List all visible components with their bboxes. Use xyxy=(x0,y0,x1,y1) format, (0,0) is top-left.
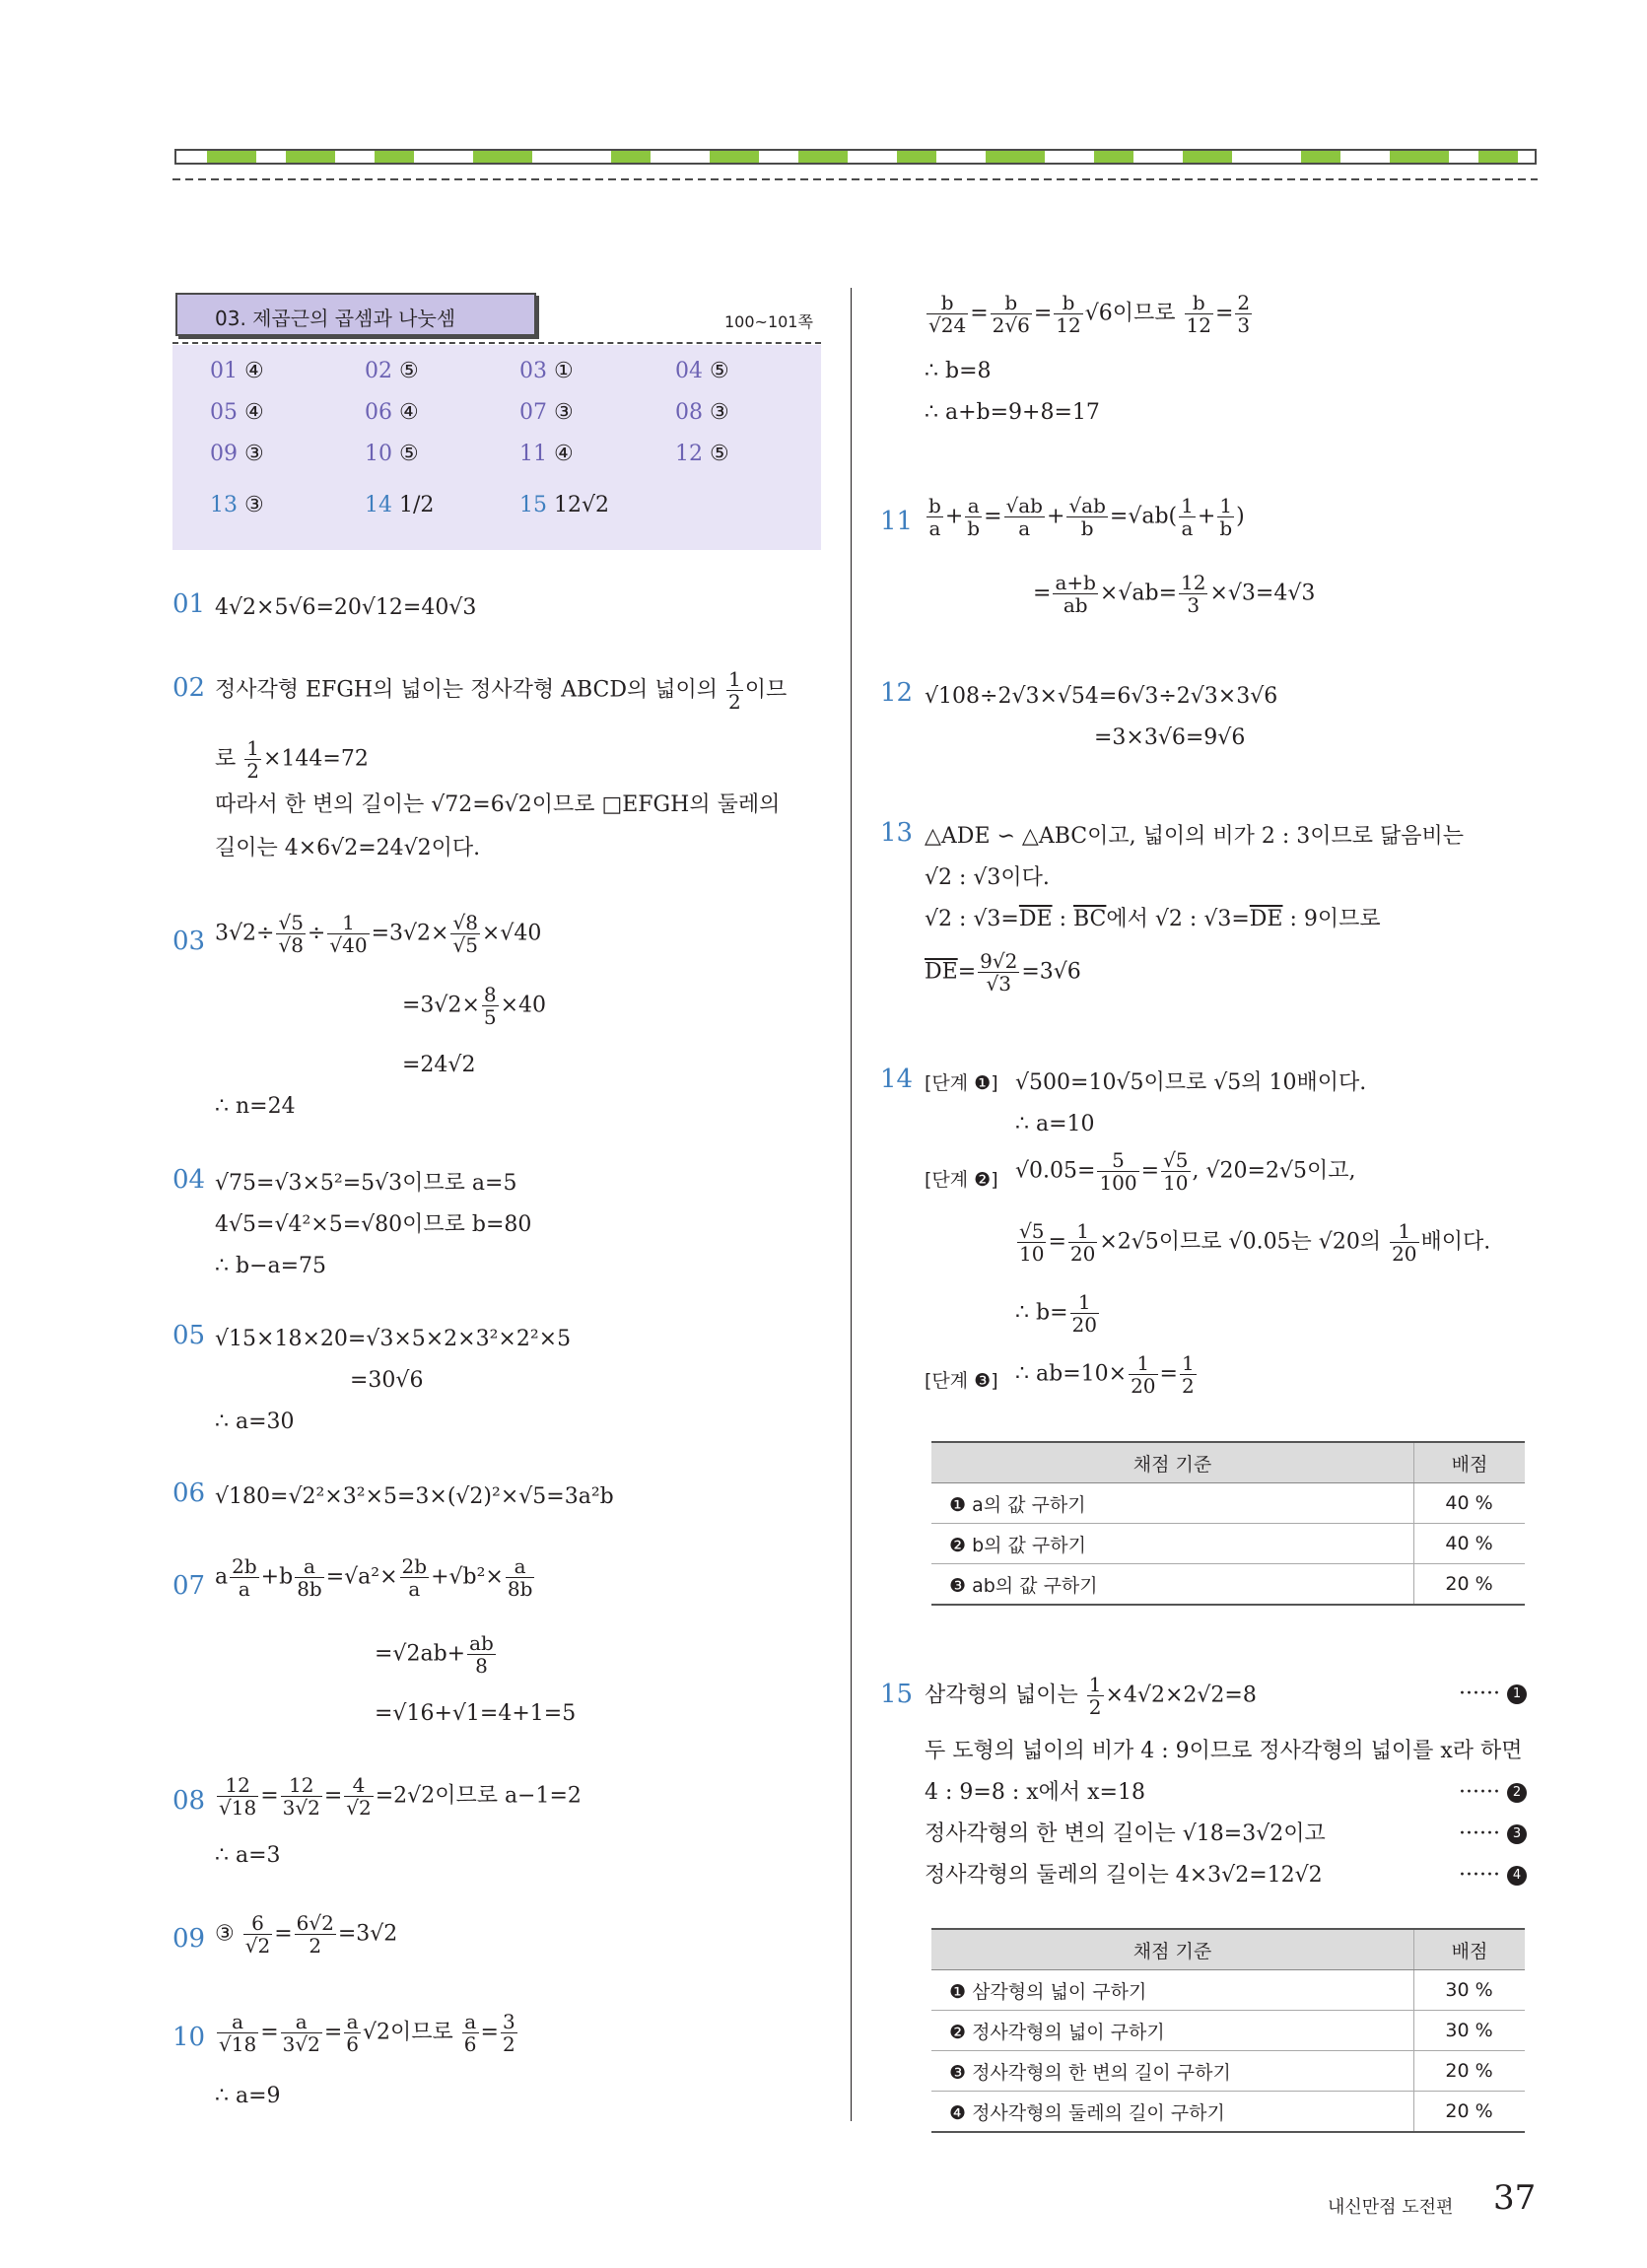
scoring-table-14 xyxy=(931,1441,1525,1606)
solution-03-line4: ∴ n=24 xyxy=(215,1094,296,1119)
answer-value: ③ xyxy=(554,400,574,425)
solution-05-line3: ∴ a=30 xyxy=(215,1409,295,1434)
solution-11-line2: = $\frac{a+b}{ab}$ ×√ab= $\frac{12}{3}$ ×√3=4√3 xyxy=(1033,571,1316,617)
answer-item xyxy=(210,493,264,517)
answer-item xyxy=(519,359,574,383)
table-row: ❹ 정사각형의 둘레의 길이 구하기 20 % xyxy=(931,2092,1525,2133)
answer-value: ④ xyxy=(244,400,264,425)
step-marker-2: ······ 2 xyxy=(1459,1778,1527,1808)
answer-item xyxy=(210,359,264,383)
solution-11-line1: $\frac{b}{a}$ + $\frac{a}{b}$ = $\frac{√ab}{a}$ + $\frac{√ab}{b}$ =√ab( $\frac{1}{a}$ + $\frac{1}{b}$ ) xyxy=(928,494,1245,540)
q-number-04: 04 xyxy=(172,1165,206,1195)
answer-number: 10 xyxy=(365,442,399,466)
q-number-09: 09 xyxy=(172,1924,206,1954)
step-marker-1: ······ 1 xyxy=(1459,1680,1527,1709)
table-row: ❷ b의 값 구하기 40 % xyxy=(931,1524,1525,1564)
header-ribbon xyxy=(0,138,1647,187)
section-title: 03. 제곱근의 곱셈과 나눗셈 xyxy=(215,307,456,330)
solution-14-line3: √0.05= $\frac{5}{100}$ = $\frac{√5}{10}$ , √20=2√5이고, xyxy=(1015,1148,1356,1195)
answer-number: 01 xyxy=(210,359,244,383)
q-number-14: 14 xyxy=(880,1065,914,1094)
answer-number: 03 xyxy=(519,359,554,383)
table-row: ❸ ab의 값 구하기 20 % xyxy=(931,1564,1525,1606)
solution-01: 4√2×5√6=20√12=40√3 xyxy=(215,595,477,620)
solution-12-line2: =3×3√6=9√6 xyxy=(1094,725,1246,750)
answer-number: 04 xyxy=(675,359,710,383)
solution-08-line2: ∴ a=3 xyxy=(215,1843,281,1868)
solution-08-line1: $\frac{12}{√18}$ = $\frac{12}{3√2}$ = $\frac{4}{√2}$ =2√2이므로 a−1=2 xyxy=(219,1773,582,1820)
answer-value: 12√2 xyxy=(554,493,610,517)
answer-number: 15 xyxy=(519,493,554,517)
q-number-05: 05 xyxy=(172,1321,206,1350)
answer-item xyxy=(675,400,729,425)
solution-07-line3: =√16+√1=4+1=5 xyxy=(375,1701,577,1726)
solution-03-line1: 3√2÷ $\frac{√5}{√8}$ ÷ $\frac{1}{√40}$ =3√2× $\frac{√8}{√5}$ ×√40 xyxy=(215,911,542,957)
answer-number: 13 xyxy=(210,493,244,517)
solution-04-line2: 4√5=√4²×5=√80이므로 b=80 xyxy=(215,1212,532,1237)
answer-item xyxy=(675,442,729,466)
q-number-08: 08 xyxy=(172,1786,206,1816)
table-header: 배점 xyxy=(1414,1929,1526,1970)
answer-item xyxy=(519,400,574,425)
step-1-label: [단계 ❶] xyxy=(925,1072,998,1094)
solution-15-line1: 삼각형의 넓이는 $\frac{1}{2}$ ×4√2×2√2=8 xyxy=(925,1673,1257,1719)
footer-label: 내신만점 도전편 xyxy=(1328,2197,1454,2218)
solution-03-line3: =24√2 xyxy=(402,1053,476,1077)
answer-value: ③ xyxy=(710,400,729,425)
header-dashed-line xyxy=(172,342,821,344)
solution-07-line1: a $\frac{2b}{a}$ +b $\frac{a}{8b}$ =√a²× $\frac{2b}{a}$ +√b²× $\frac{a}{8b}$ xyxy=(215,1554,533,1601)
answer-number: 02 xyxy=(365,359,399,383)
table-header: 채점 기준 xyxy=(931,1442,1414,1483)
q-number-12: 12 xyxy=(880,678,914,708)
answer-item xyxy=(675,359,729,383)
answer-value: 1/2 xyxy=(399,493,435,517)
q-number-10: 10 xyxy=(172,2023,206,2052)
solution-07-line2: =√2ab+ $\frac{ab}{8}$ xyxy=(375,1631,494,1678)
solution-04-line1: √75=√3×5²=5√3이므로 a=5 xyxy=(215,1171,517,1196)
solution-02-line2: 로 $\frac{1}{2}$ ×144=72 xyxy=(215,736,369,783)
section-pages: 100~101쪽 xyxy=(724,312,813,331)
answer-value: ③ xyxy=(244,442,264,466)
answer-item xyxy=(365,442,419,466)
solution-14-line1: √500=10√5이므로 √5의 10배이다. xyxy=(1015,1070,1367,1095)
solution-14-line4: $\frac{√5}{10}$ = $\frac{1}{20}$ ×2√5이므로 √0.05는 √20의 $\frac{1}{20}$ 배이다. xyxy=(1019,1219,1491,1266)
answer-key xyxy=(172,345,821,550)
answer-item xyxy=(519,442,574,466)
solution-09: ③ $\frac{6}{√2}$ = $\frac{6√2}{2}$ =3√2 xyxy=(215,1911,398,1958)
table-row: ❸ 정사각형의 한 변의 길이 구하기 20 % xyxy=(931,2051,1525,2092)
solution-14-line6: ∴ ab=10× $\frac{1}{20}$ = $\frac{1}{2}$ xyxy=(1015,1351,1195,1398)
answer-value: ④ xyxy=(244,359,264,383)
answer-item xyxy=(365,493,434,517)
answer-item xyxy=(365,400,419,425)
table-row: ❶ 삼각형의 넓이 구하기 30 % xyxy=(931,1970,1525,2011)
answer-number: 12 xyxy=(675,442,710,466)
scoring-table-15 xyxy=(931,1928,1525,2133)
solution-02-line1: 정사각형 EFGH의 넓이는 정사각형 ABCD의 넓이의 $\frac{1}{2}$ 이므 xyxy=(215,667,788,714)
answer-value: ④ xyxy=(554,442,574,466)
q-number-01: 01 xyxy=(172,589,206,619)
answer-number: 08 xyxy=(675,400,710,425)
answer-value: ① xyxy=(554,359,574,383)
table-row: ❶ a의 값 구하기 40 % xyxy=(931,1483,1525,1524)
solution-13-line1: △ADE ∽ △ABC이고, 넓이의 비가 2 : 3이므로 닮음비는 xyxy=(925,824,1465,849)
q-number-06: 06 xyxy=(172,1478,206,1508)
solution-04-line3: ∴ b−a=75 xyxy=(215,1254,327,1278)
solution-12-line1: √108÷2√3×√54=6√3÷2√3×3√6 xyxy=(925,684,1278,709)
answer-item xyxy=(210,442,264,466)
solution-06: √180=√2²×3²×5=3×(√2)²×√5=3a²b xyxy=(215,1484,614,1509)
answer-number: 14 xyxy=(365,493,399,517)
answer-number: 06 xyxy=(365,400,399,425)
answer-value: ⑤ xyxy=(710,442,729,466)
solution-10-line2: ∴ a=9 xyxy=(215,2084,281,2108)
section-title-box xyxy=(175,293,536,336)
solution-05-line1: √15×18×20=√3×5×2×3²×2²×5 xyxy=(215,1327,572,1351)
solution-15-line4: 정사각형의 한 변의 길이는 √18=3√2이고 xyxy=(925,1821,1326,1846)
q-number-15: 15 xyxy=(880,1680,914,1709)
solution-05-line2: =30√6 xyxy=(350,1368,424,1393)
solution-10-line1: $\frac{a}{√18}$ = $\frac{a}{3√2}$ = $\frac{a}{6}$ √2이므로 $\frac{a}{6}$ = $\frac{3}{2}$ xyxy=(219,2010,515,2056)
answer-item xyxy=(365,359,419,383)
column-divider xyxy=(851,288,852,2121)
solution-15-line5: 정사각형의 둘레의 길이는 4×3√2=12√2 xyxy=(925,1863,1323,1888)
answer-value: ⑤ xyxy=(710,359,729,383)
solution-14-line5: ∴ b= $\frac{1}{20}$ xyxy=(1015,1290,1097,1337)
solution-15-line2: 두 도형의 넓이의 비가 4 : 9이므로 정사각형의 넓이를 x라 하면 xyxy=(925,1739,1523,1763)
answer-item xyxy=(210,400,264,425)
solution-10-cont-line2: ∴ b=8 xyxy=(925,359,992,383)
answer-value: ④ xyxy=(399,400,419,425)
answer-number: 11 xyxy=(519,442,554,466)
solution-02-line4: 길이는 4×6√2=24√2이다. xyxy=(215,836,481,860)
table-header: 배점 xyxy=(1414,1442,1526,1483)
answer-value: ⑤ xyxy=(399,359,419,383)
answer-number: 07 xyxy=(519,400,554,425)
q-number-07: 07 xyxy=(172,1571,206,1601)
solution-13-line3: √2 : $√3=\overline{DE}$ : $\overline{BC}$에서 √2 : $√3=\overline{DE}$ : 9이므로 xyxy=(925,907,1381,931)
answer-number: 09 xyxy=(210,442,244,466)
solution-10-cont-line1: $\frac{b}{√24}$ = $\frac{b}{2√6}$ = $\frac{b}{12}$ √6이므로 $\frac{b}{12}$ = $\frac{2}{3}$ xyxy=(928,291,1251,337)
step-2-label: [단계 ❷] xyxy=(925,1169,998,1191)
answer-number: 05 xyxy=(210,400,244,425)
solution-10-cont-line3: ∴ a+b=9+8=17 xyxy=(925,400,1100,425)
solution-14-line2: ∴ a=10 xyxy=(1015,1112,1095,1136)
answer-value: ⑤ xyxy=(399,442,419,466)
solution-15-line3: 4 : 9=8 : x에서 x=18 xyxy=(925,1780,1145,1805)
step-3-label: [단계 ❸] xyxy=(925,1370,998,1392)
step-marker-4: ······ 4 xyxy=(1459,1861,1527,1890)
solution-13-line2: √2 : √3이다. xyxy=(925,865,1050,890)
step-marker-3: ······ 3 xyxy=(1459,1820,1527,1849)
q-number-13: 13 xyxy=(880,818,914,848)
answer-item xyxy=(519,493,609,517)
q-number-03: 03 xyxy=(172,927,206,956)
q-number-11: 11 xyxy=(880,507,914,536)
solution-02-line3: 따라서 한 변의 길이는 √72=6√2이므로 □EFGH의 둘레의 xyxy=(215,792,781,817)
page-number: 37 xyxy=(1493,2178,1537,2218)
table-row: ❷ 정사각형의 넓이 구하기 30 % xyxy=(931,2011,1525,2051)
q-number-02: 02 xyxy=(172,673,206,703)
solution-03-line2: =3√2× $\frac{8}{5}$ ×40 xyxy=(402,983,547,1029)
answer-value: ③ xyxy=(244,493,264,517)
solution-13-line4: $\overline{DE}=$ $\frac{9√2}{√3}$ =3√6 xyxy=(925,949,1081,996)
table-header: 채점 기준 xyxy=(931,1929,1414,1970)
